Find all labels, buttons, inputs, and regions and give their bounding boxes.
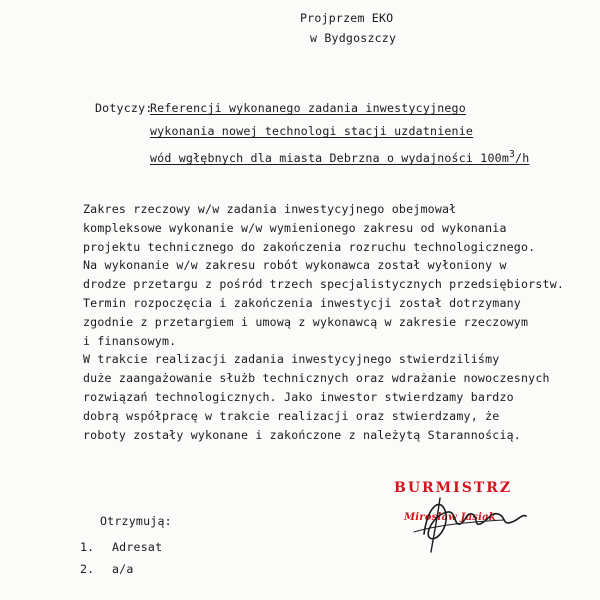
body-line: rozwiązań technologicznych. Jako inwestor stwierdzamy bardzo xyxy=(83,389,514,404)
subject-line-3-unit: /h xyxy=(515,150,530,165)
recipient-number: 1. xyxy=(80,540,95,554)
recipient-item xyxy=(80,558,172,580)
body-line: projektu technicznego do zakończenia rozruchu technologicznego. xyxy=(83,239,536,254)
body-line: zgodnie z przetargiem i umową z wykonawcą w zakresie rzeczowym xyxy=(83,314,529,329)
addressee-line-1: Projprzem EKO xyxy=(300,11,394,25)
body-line: roboty zostały wykonane i zakończone z należytą Starannością. xyxy=(83,427,521,442)
body-line: Na wykonanie w/w zakresu robót wykonawca został wyłoniony w xyxy=(83,258,507,273)
recipient-item xyxy=(80,536,172,558)
body-paragraph xyxy=(83,200,593,444)
body-line: i finansowym. xyxy=(83,333,177,348)
subject-superscript: 3 xyxy=(509,149,516,160)
stamp-title: BURMISTRZ xyxy=(394,480,513,496)
body-line: W trakcie realizacji zadania inwestycyjnego stwierdziliśmy xyxy=(83,352,500,367)
stamp-name: Mirosław Jasiak xyxy=(404,512,496,523)
addressee-line-2: w Bydgoszczy xyxy=(310,31,397,45)
recipients-block xyxy=(80,510,172,580)
body-line: drodze przetargu z pośród trzech specjalistycznych przedsiębiorstw. xyxy=(83,277,565,292)
body-line: dobrą współpracę w trakcie realizacji oraz stwierdzamy, że xyxy=(83,408,500,423)
recipients-title: Otrzymują: xyxy=(100,514,172,528)
body-line: kompleksowe wykonanie w/w wymienionego zakresu od wykonania xyxy=(83,220,507,235)
subject-line-1: Referencji wykonanego zadania inwestycyjnego xyxy=(150,101,466,115)
body-line: duże zaangażowanie służb technicznych oraz wdrażanie nowoczesnych xyxy=(83,371,550,386)
addressee-block xyxy=(300,8,396,48)
body-line: Zakres rzeczowy w/w zadania inwestycyjnego obejmował xyxy=(83,202,457,216)
mayor-stamp xyxy=(384,474,534,564)
body-line: Termin rozpoczęcia i zakończenia inwestycji został dotrzymany xyxy=(83,295,521,310)
subject-line-3-text: wód wgłębnych dla miasta Debrzna o wydajności 100m xyxy=(150,150,510,165)
subject-line-3 xyxy=(150,143,529,170)
recipient-text: Adresat xyxy=(112,540,163,554)
subject-line-2: wykonania nowej technologi stacji uzdatnienie xyxy=(150,124,474,138)
recipient-number: 2. xyxy=(80,562,95,576)
recipient-text: a/a xyxy=(112,562,134,576)
subject-label: Dotyczy: xyxy=(95,101,153,115)
handwritten-signature xyxy=(384,474,534,564)
